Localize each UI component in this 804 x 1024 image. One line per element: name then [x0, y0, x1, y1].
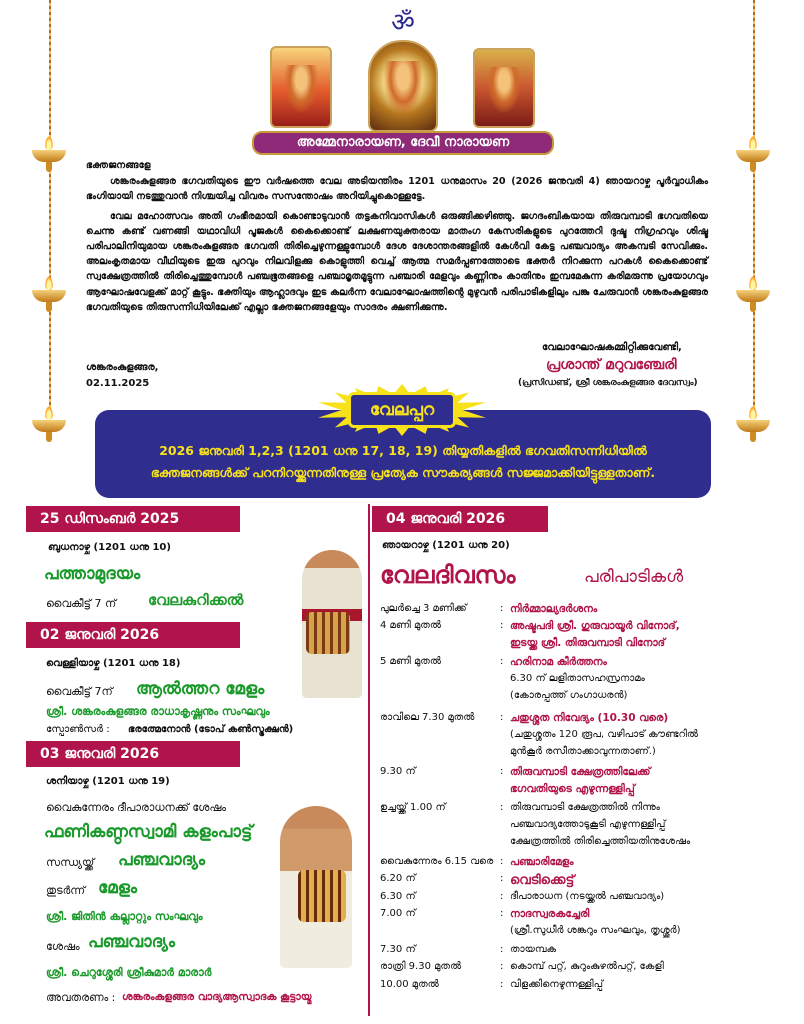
event-title: വേലകുറിക്കൽ	[148, 591, 244, 609]
oil-lamp-icon	[32, 420, 66, 442]
program-time: 6.20 ന്	[380, 873, 416, 884]
day-label: ശനിയാഴ്ച (1201 ധനു 19)	[46, 776, 170, 787]
sponsor-name: ഭരത്മേനോൻ (ടോപ് കൺസ്ട്രക്ഷൻ)	[128, 724, 294, 735]
oil-lamp-icon	[736, 290, 770, 312]
program-item: മുൻകൂർ രസീതാക്കാവുന്നതാണ്.)	[510, 746, 656, 757]
program-time: രാവിലെ 7.30 മുതൽ	[380, 712, 475, 723]
program-colon: :	[500, 944, 504, 955]
event-time: തുടർന്ന്	[46, 884, 86, 897]
column-divider	[368, 504, 370, 1016]
oil-lamp-icon	[736, 420, 770, 442]
program-item: ഭഗവതിയുടെ എഴുന്നള്ളിപ്പ്	[510, 783, 635, 795]
program-item: ഹരിനാമ കീർത്തനം	[510, 656, 607, 668]
main-day-subtitle: പരിപാടികൾ	[584, 567, 684, 587]
oil-lamp-icon	[736, 150, 770, 172]
program-time: 9.30 ന്	[380, 766, 416, 777]
sponsor-label: സ്പോൺസർ :	[46, 724, 110, 735]
letter-greeting: ഭക്തജനങ്ങളേ	[86, 160, 151, 171]
program-time: വൈകുന്നേരം 6.15 വരെ	[380, 856, 494, 867]
program-colon: :	[500, 891, 504, 902]
om-icon: ॐ	[391, 8, 415, 38]
program-colon: :	[500, 656, 504, 667]
program-time: രാത്രി 9.30 മുതൽ	[380, 961, 462, 972]
program-colon: :	[500, 620, 504, 631]
signature-name: പ്രശാന്ത് മറുവഞ്ചേരി	[546, 357, 677, 373]
program-item: ഇടയ്ക്ക ശ്രീ. തിരുവമ്പാടി വിനോദ്	[510, 637, 666, 649]
program-item: പഞ്ചാരിമേളം	[510, 856, 574, 868]
date-bar-jan-04: 04 ജനുവരി 2026	[372, 506, 548, 532]
event-title: ഫണികണ്ഠസ്വാമി കളംപാട്ട്	[44, 822, 253, 842]
troupe-name: ശ്രീ. ജിതിൻ കല്ലാറ്റും സംഘവും	[46, 910, 203, 923]
ganapathi-picture	[270, 46, 332, 128]
signature-role: (പ്രസിഡണ്ട്, ശ്രീ ശങ്കരംകുളങ്ങര ദേവസ്വം)	[518, 378, 698, 388]
program-time: 4 മണി മുതൽ	[380, 620, 441, 631]
program-item: തിരുവമ്പാടി ക്ഷേത്രത്തിൽ നിന്നും	[510, 802, 660, 813]
program-time: ഉച്ചയ്ക്ക് 1.00 ന്	[380, 802, 446, 813]
main-day-title: വേലദിവസം	[380, 561, 516, 589]
program-item: വെടിക്കെട്ട്	[510, 873, 575, 888]
schedule-note: വൈകുന്നേരം ദീപാരാധനക്ക് ശേഷം	[46, 801, 227, 814]
program-colon: :	[500, 766, 504, 777]
date-bar-jan-02: 02 ജനുവരി 2026	[26, 622, 240, 648]
program-colon: :	[500, 712, 504, 723]
credit-name: ശങ്കരംകുളങ്ങര വാദ്യആസ്വാദക കൂട്ടായ്മ	[122, 991, 312, 1003]
program-item: നിർമ്മാല്യദർശനം	[510, 603, 598, 615]
program-colon: :	[500, 802, 504, 813]
letter-place: ശങ്കരംകുളങ്ങര,	[86, 362, 159, 373]
date-bar-jan-03: 03 ജനുവരി 2026	[26, 741, 240, 767]
credit-label: അവതരണം :	[46, 991, 116, 1004]
velappara-title: വേലപ്പറ	[348, 392, 456, 428]
velappara-line-2: ഭക്തജനങ്ങൾക്ക് പറനിറയ്ക്കുന്നതിനുള്ള പ്രത്യേക സൗകര്യങ്ങൾ സജ്ജമാക്കിയിട്ടുള്ളതാണ്.	[150, 465, 656, 480]
program-time: പുലർച്ചെ 3 മണിക്ക്	[380, 603, 467, 614]
program-item: ചതുശ്ശത നിവേദ്യം (10.30 വരെ)	[510, 712, 669, 724]
program-item: ദീപാരാധന (നടയ്ക്കൽ പഞ്ചവാദ്യം)	[510, 891, 665, 902]
event-title: ആൽത്തറ മേളം	[136, 679, 265, 699]
devi-picture	[368, 40, 438, 132]
day-label: ബുധനാഴ്ച (1201 ധനു 10)	[48, 542, 171, 553]
signature-label: വേലാഘോഷകമ്മിറ്റിക്കുവേണ്ടി,	[542, 342, 682, 353]
program-item: വിളക്കിനെഴുന്നള്ളിപ്പ്	[510, 979, 604, 990]
program-item: തിരുവമ്പാടി ക്ഷേത്രത്തിലേക്ക്	[510, 766, 651, 778]
event-title: പഞ്ചവാദ്യം	[118, 850, 205, 870]
program-colon: :	[500, 873, 504, 884]
event-title: മേളം	[98, 878, 138, 898]
event-time: വൈകീട്ട് 7ന്	[46, 685, 113, 698]
day-label: വെള്ളിയാഴ്ച (1201 ധനു 18)	[46, 658, 181, 669]
program-time: 6.30 ന്	[380, 891, 416, 902]
day-label: ഞായറാഴ്ച (1201 ധനു 20)	[382, 540, 510, 551]
letter-paragraph-1: ശങ്കരംകുളങ്ങര ഭഗവതിയുടെ ഈ വർഷത്തെ വേല അടിയന്തിരം 1201 ധനുമാസം 20 (2026 ജനുവരി 4) ഞായറാഴ്ച പൂർവ്വാധികം ഭംഗിയായി നടത്തുവാൻ നിശ്ചയിച്ച വിവരം സസന്തോഷം അറിയിച്ചുകൊള്ളട്ടേ.	[86, 176, 708, 203]
troupe-name: ശ്രീ. ശങ്കരംകുളങ്ങര രാധാകൃഷ്ണനും സംഘവും	[46, 705, 270, 718]
date-bar-dec-25: 25 ഡിസംബർ 2025	[26, 506, 240, 532]
program-time: 7.30 ന്	[380, 944, 416, 955]
letter-date: 02.11.2025	[86, 378, 150, 389]
event-time: സന്ധ്യയ്ക്ക്	[46, 856, 95, 869]
invitation-letter	[86, 158, 708, 315]
program-time: 5 മണി മുതൽ	[380, 656, 441, 667]
letter-paragraph-2: വേല മഹോത്സവം അതി ഗംഭീരമായി കൊണ്ടാടുവാൻ തട്ടകനിവാസികൾ ഒരുങ്ങിക്കഴിഞ്ഞു. ജഗദംബികയായ തിരുവമ്പാടി ഭഗവതിയെ ചെന്നു കണ്ട് വണങ്ങി യഥാവിധി പൂജകൾ കൈക്കൊണ്ട് ലക്ഷണയുക്തരായ മാതംഗ കേസരികളുടെ പുറത്തേറി ദുഷ്ട നിഗ്രഹവും ശിഷ്ട പരിപാലിനിയുമായ ശങ്കരംകുളങ്ങര ഭഗവതി തിരിച്ചെഴുന്നള്ളുമ്പോൾ ദേശ ദേശാന്തരങ്ങളിൽ കേൾവി കേട്ട പഞ്ചവാദ്യം അകമ്പടി സേവിക്കും. അലംകൃതമായ വീഥിയുടെ ഇരു പുറവും നിലവിളക്കു കൊളുത്തി വെച്ച് ആത്മ സമർപ്പണത്തോടെ ഭക്തർ നിറക്കുന്ന പറകൾ കൈക്കൊണ്ട് സ്വക്ഷേത്രത്തിൽ തിരിച്ചെത്തുമ്പോൾ പഞ്ചഭൂതങ്ങളെ പഞ്ചാമൃതമൂട്ടുന്ന പഞ്ചാരി മേളവും കണ്ണിനും കാതിനും ഇമ്പമേകുന്ന കരിമരുന്നു പ്രയോഗവും ആഘോഷവേളക്ക് മാറ്റ് കൂട്ടും. ഭക്തിയും ആഹ്ലാദവും ഇട കലർന്ന വേലാഘോഷത്തിന്റെ മുഴുവൻ പരിപാടികളിലും പങ്കു ചേരുവാൻ ശങ്കരംകുളങ്ങര ഭഗവതിയുടെ തിരുസന്നിധിയിലേക്ക് എല്ലാ ഭക്തജനങ്ങളേയും സാദരം ക്ഷണിക്കുന്നു.	[86, 210, 708, 313]
lamp-chain-left	[49, 0, 51, 418]
oil-lamp-icon	[32, 150, 66, 172]
program-item: കൊമ്പ് പറ്റ്, കുറുംകുഴൽപറ്റ്, കേളി	[510, 961, 664, 972]
chenda-drummer-picture	[302, 550, 362, 698]
program-colon: :	[500, 908, 504, 919]
program-item: തായമ്പക	[510, 944, 557, 955]
program-item: 6.30 ന് ലളിതാസഹസ്രനാമം	[510, 673, 645, 684]
program-colon: :	[500, 961, 504, 972]
program-time: 10.00 മുതൽ	[380, 979, 439, 990]
program-item: ക്ഷേത്രത്തിൽ തിരിച്ചെത്തിയതിനുശേഷം	[510, 836, 691, 847]
program-item: (ചതുശ്ശതം 120 രൂപ, വഴിപാട് കൗണ്ടറിൽ	[510, 729, 699, 740]
header-banner: അമ്മേനാരായണ, ദേവീ നാരായണ	[252, 131, 554, 155]
oil-lamp-icon	[32, 290, 66, 312]
program-item: പഞ്ചവാദ്യത്തോടുകൂടി എഴുന്നള്ളിപ്പ്	[510, 819, 666, 830]
program-item: (കോരപ്പത്ത് ഗംഗാധരൻ)	[510, 690, 628, 701]
troupe-name: ശ്രീ. ചെറുശ്ശേരി ശ്രീകുമാർ മാരാർ	[46, 966, 212, 979]
program-item: (ശ്രീ.സുധീർ ശങ്കറും സംഘവും, തൃശ്ശൂർ)	[510, 925, 681, 936]
program-time: 7.00 ന്	[380, 908, 416, 919]
program-colon: :	[500, 979, 504, 990]
program-item: അഷ്ടപദി ശ്രീ. ഗുരുവായൂർ വിനോദ്,	[510, 620, 680, 632]
ayyappa-picture	[473, 48, 535, 128]
program-colon: :	[500, 603, 504, 614]
event-time: ശേഷം	[46, 940, 80, 953]
program-item: നാദസ്വരകച്ചേരി	[510, 908, 590, 920]
program-colon: :	[500, 856, 504, 867]
event-title: പഞ്ചവാദ്യം	[88, 932, 175, 952]
event-title: പത്താമുദയം	[44, 564, 141, 584]
velappara-line-1: 2026 ജനുവരി 1,2,3 (1201 ധനു 17, 18, 19) തിയ്യതികളിൽ ഭഗവതിസന്നിധിയിൽ	[159, 443, 647, 458]
chenda-drummer-picture	[280, 806, 352, 968]
event-time: വൈകീട്ട് 7 ന്	[46, 597, 117, 610]
lamp-chain-right	[753, 0, 755, 418]
